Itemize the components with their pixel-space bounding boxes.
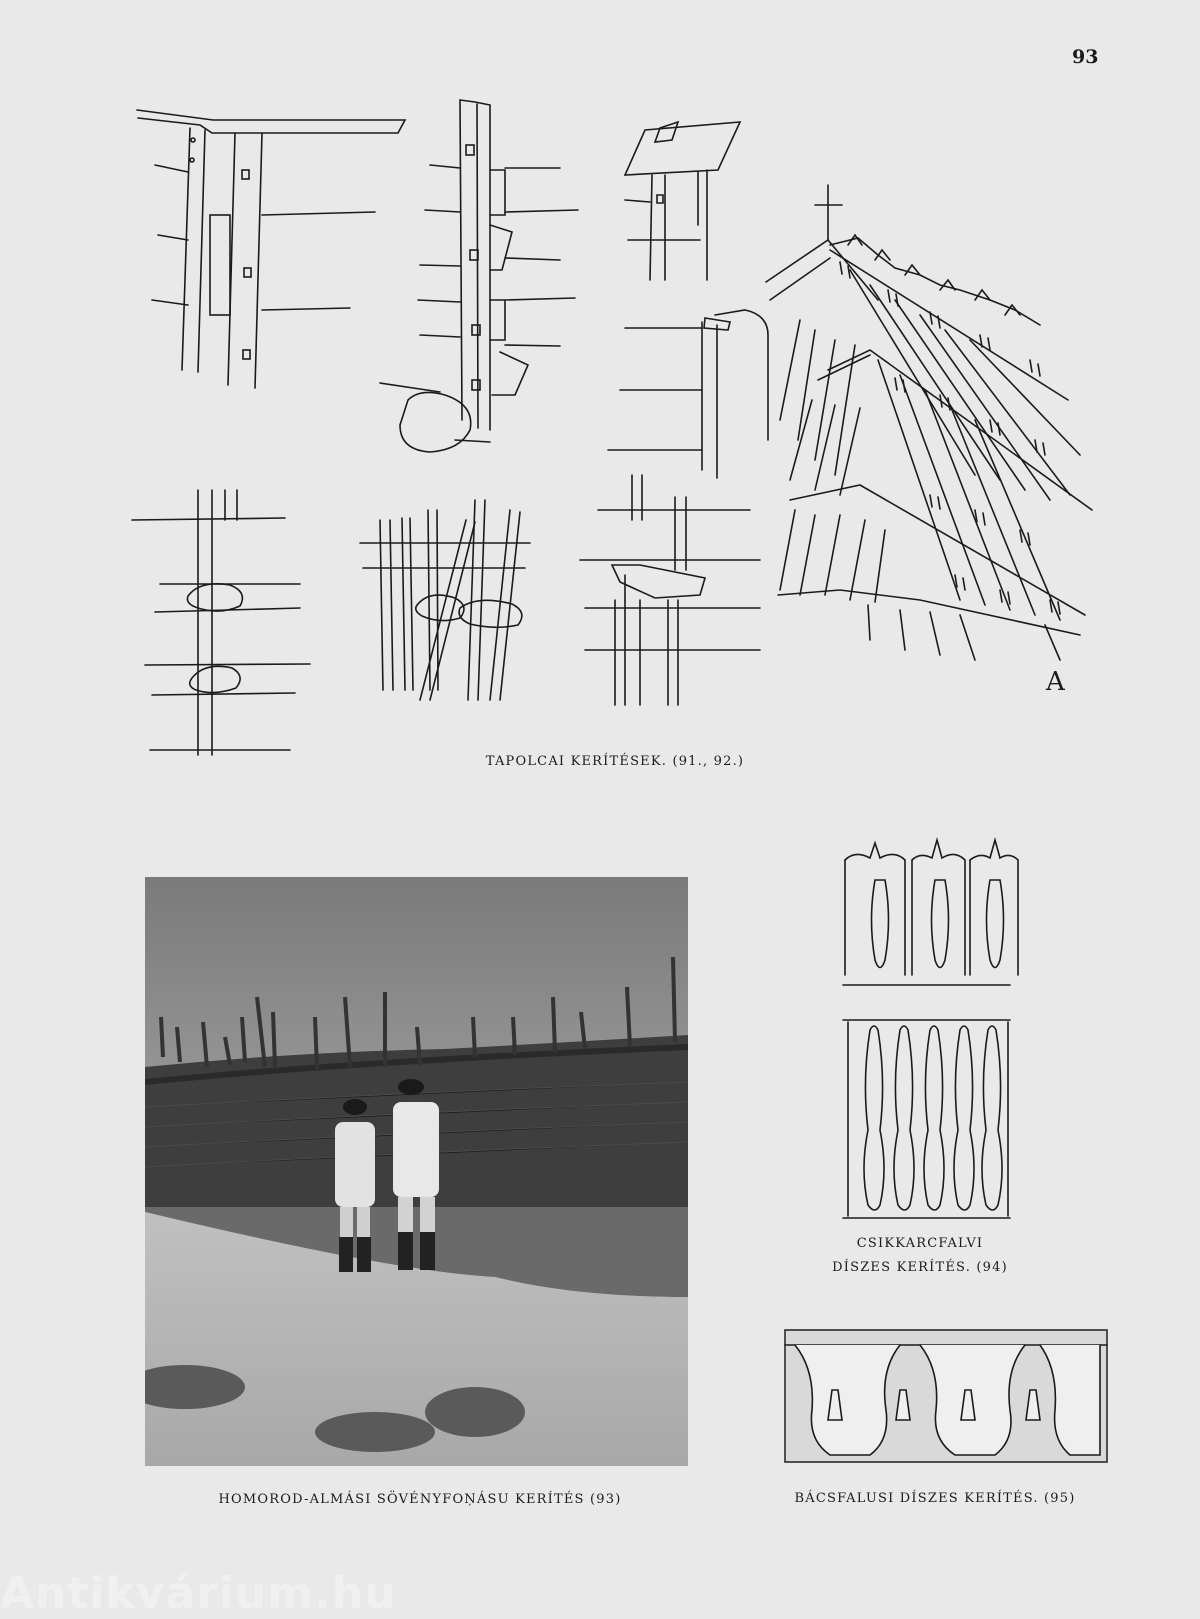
page-number: 93: [1072, 46, 1099, 68]
caption-tapolcai-fences: TAPOLCAI KERÍTÉSEK. (91., 92.): [485, 754, 745, 769]
fence-sketch-bent-post: [608, 310, 768, 478]
caption-homorod-fence: HOMOROD-ALMÁSI SÖVÉNYFOŅÁSU KERÍTÉS (93): [218, 1492, 622, 1507]
artist-monogram: A: [1046, 667, 1065, 697]
fence-sketch-bacsfalusi-board: [785, 1330, 1107, 1462]
photo-content: [145, 877, 688, 1466]
watermark: Antikvárium.hu: [0, 1568, 397, 1619]
photograph-wattle-fence: [145, 877, 688, 1466]
fence-sketch-csikkarcfalvi-top: [843, 840, 1018, 985]
caption-csikkarcfalvi-line1: CSIKKARCFALVI: [856, 1236, 984, 1251]
fence-sketch-csikkarcfalvi-balusters: [843, 1020, 1010, 1218]
fence-sketch-corner-post: [137, 110, 405, 388]
fence-sketch-withy-binding-2: [360, 500, 530, 700]
caption-csikkarcfalvi-line2: DÍSZES KERÍTÉS. (94): [832, 1260, 1008, 1275]
fence-sketch-shingle-roof: [766, 185, 1092, 660]
caption-bacsfalusi-fence: BÁCSFALUSI DÍSZES KERÍTÉS. (95): [794, 1491, 1076, 1506]
fence-sketch-withy-binding-1: [132, 490, 310, 755]
fence-sketch-post-with-stone: [380, 100, 578, 452]
fence-sketch-capped-post: [625, 122, 740, 280]
fence-sketch-board-post: [580, 475, 760, 705]
